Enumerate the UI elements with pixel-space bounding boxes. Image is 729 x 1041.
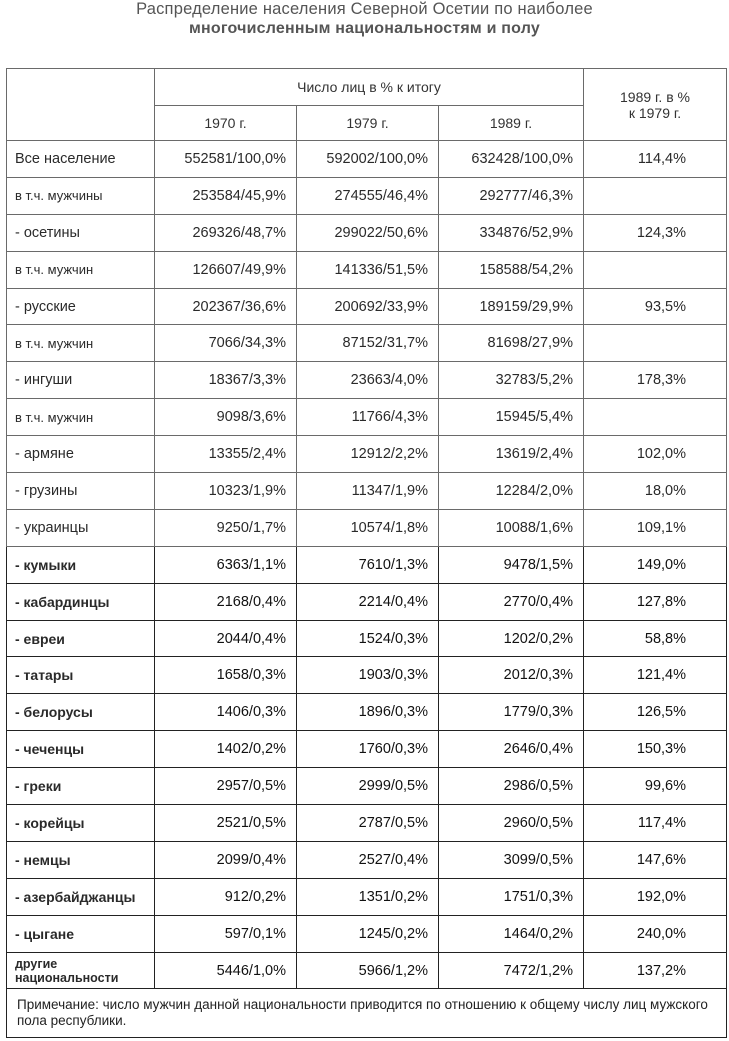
table-row: [7, 177, 727, 214]
table-row: [7, 620, 727, 657]
cell-1970: 6363/1,1%: [155, 546, 297, 583]
cell-ratio: 240,0%: [584, 915, 727, 952]
cell-1979: 12912/2,2%: [297, 436, 439, 473]
row-label: другие национальности: [7, 952, 155, 989]
cell-1989: 189159/29,9%: [439, 288, 584, 325]
table-row: [7, 805, 727, 842]
document-title: [0, 0, 729, 38]
header-span-label: Число лиц в % к итогу: [155, 69, 584, 106]
row-label: в т.ч. мужчины: [7, 177, 155, 214]
cell-1989: 9478/1,5%: [439, 546, 584, 583]
cell-1970: 5446/1,0%: [155, 952, 297, 989]
cell-ratio: 117,4%: [584, 805, 727, 842]
row-label: - чеченцы: [7, 731, 155, 768]
row-label: - азербайджанцы: [7, 878, 155, 915]
cell-1989: 15945/5,4%: [439, 399, 584, 436]
cell-1979: 2787/0,5%: [297, 805, 439, 842]
cell-1970: 552581/100,0%: [155, 141, 297, 178]
cell-1979: 1245/0,2%: [297, 915, 439, 952]
cell-ratio: [584, 251, 727, 288]
cell-ratio: 127,8%: [584, 583, 727, 620]
cell-1979: 2214/0,4%: [297, 583, 439, 620]
cell-1989: 7472/1,2%: [439, 952, 584, 989]
cell-ratio: 93,5%: [584, 288, 727, 325]
row-label: - ингуши: [7, 362, 155, 399]
cell-ratio: 121,4%: [584, 657, 727, 694]
cell-ratio: 18,0%: [584, 473, 727, 510]
cell-1979: 23663/4,0%: [297, 362, 439, 399]
row-label: - белорусы: [7, 694, 155, 731]
table-row: [7, 251, 727, 288]
cell-1970: 18367/3,3%: [155, 362, 297, 399]
table-row: [7, 509, 727, 546]
cell-1979: 200692/33,9%: [297, 288, 439, 325]
cell-1970: 2521/0,5%: [155, 805, 297, 842]
row-label: - кумыки: [7, 546, 155, 583]
row-label: - русские: [7, 288, 155, 325]
table-row: [7, 915, 727, 952]
cell-1970: 202367/36,6%: [155, 288, 297, 325]
row-label: - осетины: [7, 214, 155, 251]
cell-1970: 1658/0,3%: [155, 657, 297, 694]
table-row: [7, 952, 727, 989]
row-label: - корейцы: [7, 805, 155, 842]
cell-1989: 12284/2,0%: [439, 473, 584, 510]
cell-1989: 334876/52,9%: [439, 214, 584, 251]
table-row: [7, 362, 727, 399]
cell-1979: 1524/0,3%: [297, 620, 439, 657]
cell-1979: 1760/0,3%: [297, 731, 439, 768]
cell-ratio: 102,0%: [584, 436, 727, 473]
cell-1979: 10574/1,8%: [297, 509, 439, 546]
cell-1979: 2527/0,4%: [297, 841, 439, 878]
cell-1989: 2960/0,5%: [439, 805, 584, 842]
cell-1970: 269326/48,7%: [155, 214, 297, 251]
row-label: в т.ч. мужчин: [7, 251, 155, 288]
cell-1989: 32783/5,2%: [439, 362, 584, 399]
table-row: [7, 841, 727, 878]
cell-1979: 5966/1,2%: [297, 952, 439, 989]
cell-1979: 1903/0,3%: [297, 657, 439, 694]
cell-1989: 2986/0,5%: [439, 768, 584, 805]
cell-1989: 10088/1,6%: [439, 509, 584, 546]
cell-ratio: [584, 399, 727, 436]
table-row: [7, 473, 727, 510]
ratio-header-line-1: 1989 г. в %: [620, 88, 690, 105]
cell-1970: 9098/3,6%: [155, 399, 297, 436]
row-label: - кабардинцы: [7, 583, 155, 620]
table-header-row: [7, 69, 727, 106]
cell-1979: 592002/100,0%: [297, 141, 439, 178]
cell-1970: 2099/0,4%: [155, 841, 297, 878]
cell-1970: 1402/0,2%: [155, 731, 297, 768]
table-row: [7, 583, 727, 620]
cell-1979: 141336/51,5%: [297, 251, 439, 288]
ratio-header: [584, 69, 727, 141]
cell-ratio: 192,0%: [584, 878, 727, 915]
cell-ratio: 99,6%: [584, 768, 727, 805]
cell-ratio: 149,0%: [584, 546, 727, 583]
cell-ratio: 58,8%: [584, 620, 727, 657]
cell-ratio: [584, 177, 727, 214]
cell-1989: 2770/0,4%: [439, 583, 584, 620]
cell-1989: 1464/0,2%: [439, 915, 584, 952]
cell-1989: 1751/0,3%: [439, 878, 584, 915]
row-label: - грузины: [7, 473, 155, 510]
cell-1979: 7610/1,3%: [297, 546, 439, 583]
cell-1979: 2999/0,5%: [297, 768, 439, 805]
cell-1979: 11347/1,9%: [297, 473, 439, 510]
cell-ratio: [584, 325, 727, 362]
cell-1970: 2044/0,4%: [155, 620, 297, 657]
cell-1970: 13355/2,4%: [155, 436, 297, 473]
cell-1970: 126607/49,9%: [155, 251, 297, 288]
note-row: [7, 989, 727, 1038]
table-row: [7, 141, 727, 178]
table-row: [7, 436, 727, 473]
cell-1970: 10323/1,9%: [155, 473, 297, 510]
cell-1989: 13619/2,4%: [439, 436, 584, 473]
cell-1989: 81698/27,9%: [439, 325, 584, 362]
cell-1979: 1351/0,2%: [297, 878, 439, 915]
population-table: [6, 68, 727, 1038]
row-label: - евреи: [7, 620, 155, 657]
cell-1989: 3099/0,5%: [439, 841, 584, 878]
year-header-1989: 1989 г.: [439, 106, 584, 141]
table-note: Примечание: число мужчин данной национальности приводится по отношению к общему числу лиц мужского пола республики.: [7, 989, 727, 1038]
cell-1979: 299022/50,6%: [297, 214, 439, 251]
row-label: в т.ч. мужчин: [7, 399, 155, 436]
row-label: - украинцы: [7, 509, 155, 546]
cell-1979: 87152/31,7%: [297, 325, 439, 362]
cell-1970: 597/0,1%: [155, 915, 297, 952]
cell-ratio: 124,3%: [584, 214, 727, 251]
title-line-2: многочисленным национальностям и полу: [189, 20, 540, 37]
row-label: - цыгане: [7, 915, 155, 952]
table-row: [7, 657, 727, 694]
cell-1970: 2957/0,5%: [155, 768, 297, 805]
row-label: в т.ч. мужчин: [7, 325, 155, 362]
cell-1970: 9250/1,7%: [155, 509, 297, 546]
cell-ratio: 178,3%: [584, 362, 727, 399]
ratio-header-line-2: к 1979 г.: [628, 104, 682, 121]
cell-1989: 1779/0,3%: [439, 694, 584, 731]
table-row: [7, 731, 727, 768]
cell-ratio: 126,5%: [584, 694, 727, 731]
year-header-1970: 1970 г.: [155, 106, 297, 141]
cell-1970: 253584/45,9%: [155, 177, 297, 214]
cell-1989: 2012/0,3%: [439, 657, 584, 694]
cell-1970: 1406/0,3%: [155, 694, 297, 731]
table-row: [7, 399, 727, 436]
cell-1970: 912/0,2%: [155, 878, 297, 915]
cell-1989: 158588/54,2%: [439, 251, 584, 288]
table-row: [7, 325, 727, 362]
row-label: - татары: [7, 657, 155, 694]
cell-1989: 1202/0,2%: [439, 620, 584, 657]
table-row: [7, 546, 727, 583]
table-row: [7, 694, 727, 731]
table-row: [7, 878, 727, 915]
cell-1970: 2168/0,4%: [155, 583, 297, 620]
row-label: Все население: [7, 141, 155, 178]
title-line-1: Распределение населения Северной Осетии по наиболее: [136, 0, 593, 18]
row-label: - греки: [7, 768, 155, 805]
cell-1989: 292777/46,3%: [439, 177, 584, 214]
cell-ratio: 109,1%: [584, 509, 727, 546]
cell-ratio: 150,3%: [584, 731, 727, 768]
table-row: [7, 214, 727, 251]
cell-ratio: 147,6%: [584, 841, 727, 878]
table-row: [7, 768, 727, 805]
cell-1979: 1896/0,3%: [297, 694, 439, 731]
cell-1989: 2646/0,4%: [439, 731, 584, 768]
cell-ratio: 114,4%: [584, 141, 727, 178]
cell-1970: 7066/34,3%: [155, 325, 297, 362]
row-label: - немцы: [7, 841, 155, 878]
row-label: - армяне: [7, 436, 155, 473]
cell-1989: 632428/100,0%: [439, 141, 584, 178]
cell-ratio: 137,2%: [584, 952, 727, 989]
cell-1979: 11766/4,3%: [297, 399, 439, 436]
table-row: [7, 288, 727, 325]
cell-1979: 274555/46,4%: [297, 177, 439, 214]
year-header-1979: 1979 г.: [297, 106, 439, 141]
header-empty-cell: [7, 69, 155, 141]
